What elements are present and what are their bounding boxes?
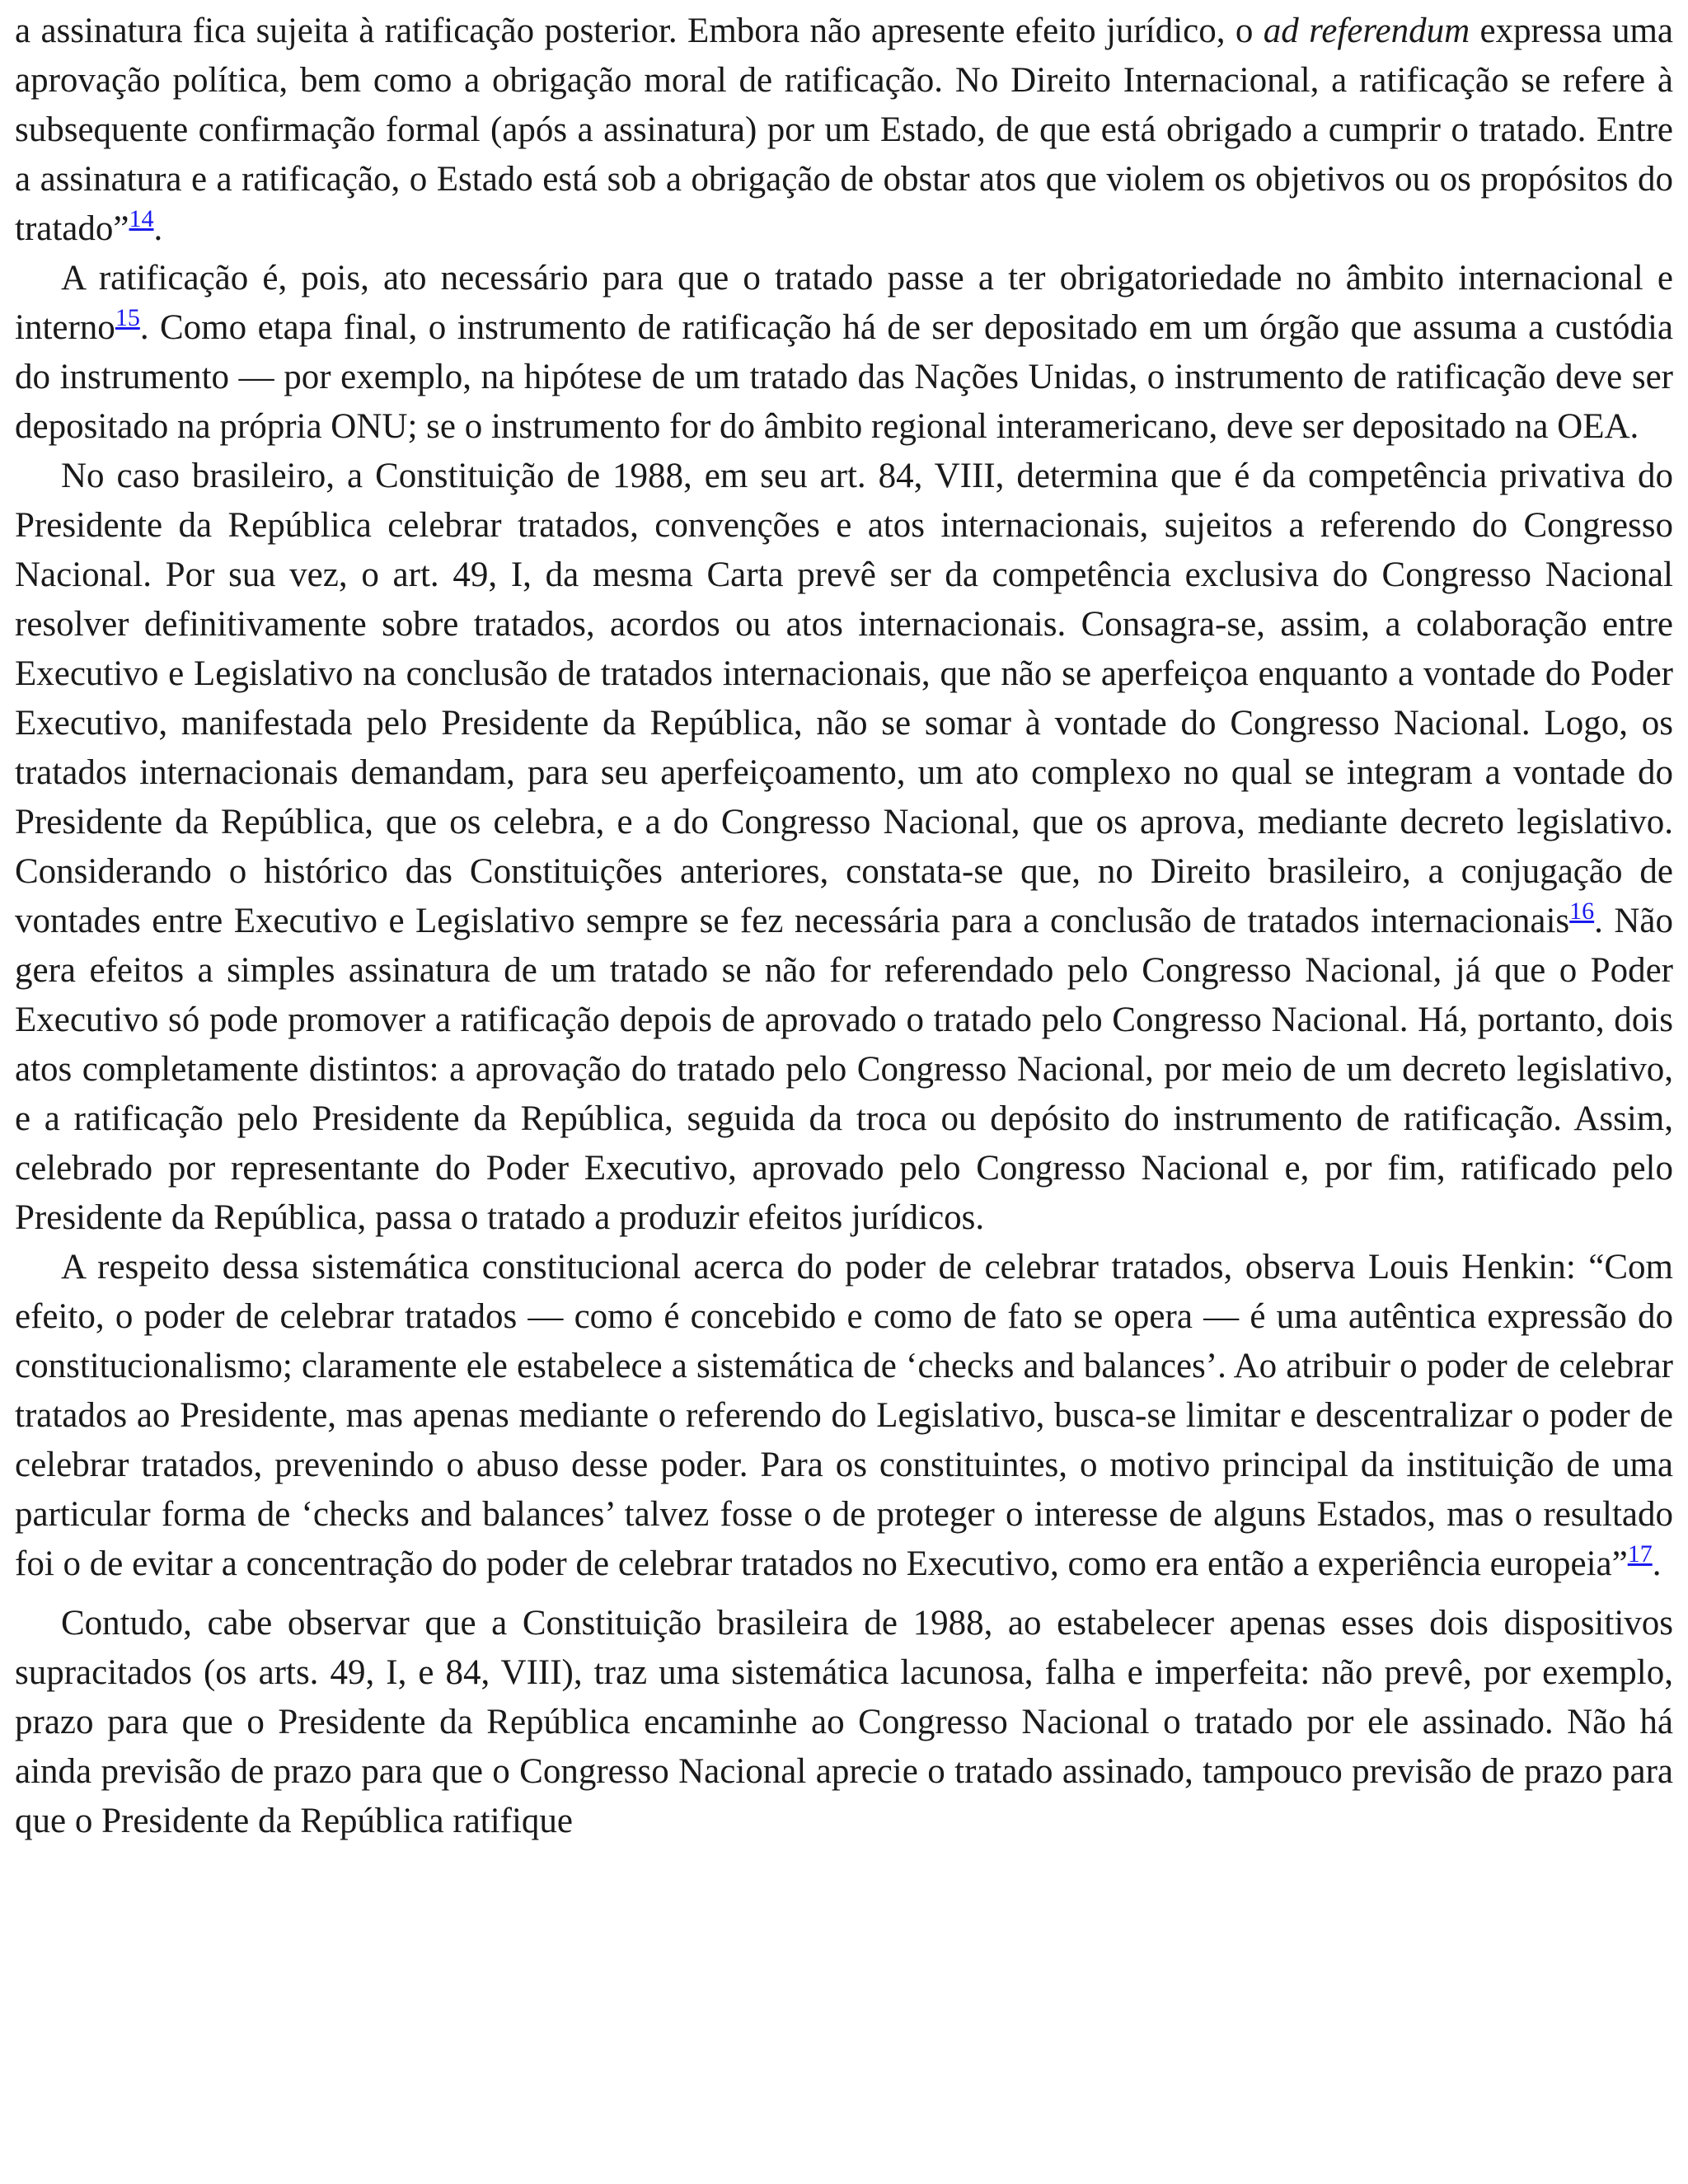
footnote-link-15[interactable]: 15 bbox=[115, 304, 140, 331]
text-segment: Contudo, cabe observar que a Constituição brasileira de 1988, ao estabelecer apenas esses dois dispositivos supracitados (os arts. 49, I, e 84, VIII), traz uma sistemática lacunosa, falha e imperfeita: não prevê, por exemplo, prazo para que o Presidente da República encaminhe ao Congresso Nacional o tratado por ele assinado. Não há ainda previsão de prazo para que o Congresso Nacional aprecie o tratado assinado, tampouco previsão de prazo para que o Presidente da República ratifique bbox=[15, 1604, 1673, 1840]
paragraph-4 bbox=[15, 1243, 1673, 1589]
footnote-link-14[interactable]: 14 bbox=[129, 205, 154, 232]
text-segment: . bbox=[1652, 1544, 1662, 1583]
text-segment: No caso brasileiro, a Constituição de 1988, em seu art. 84, VIII, determina que é da competência privativa do Presidente da República celebrar tratados, convenções e atos internacionais, sujeitos a referendo do Congresso Nacional. Por sua vez, o art. 49, I, da mesma Carta prevê ser da competência exclusiva do Congresso Nacional resolver definitivamente sobre tratados, acordos ou atos internacionais. Consagra-se, assim, a colaboração entre Executivo e Legislativo na conclusão de tratados internacionais, que não se aperfeiçoa enquanto a vontade do Poder Executivo, manifestada pelo Presidente da República, não se somar à vontade do Congresso Nacional. Logo, os tratados internacionais demandam, para seu aperfeiçoamento, um ato complexo no qual se integram a vontade do Presidente da República, que os celebra, e a do Congresso Nacional, que os aprova, mediante decreto legislativo. Considerando o histórico das Constituições anteriores, constata-se que, no Direito brasileiro, a conjugação de vontades entre Executivo e Legislativo sempre se fez necessária para a conclusão de tratados internacionais bbox=[15, 457, 1673, 940]
footnote-link-16[interactable]: 16 bbox=[1569, 898, 1595, 925]
text-segment: a assinatura fica sujeita à ratificação posterior. Embora não apresente efeito jurídico, o bbox=[15, 12, 1264, 50]
paragraph-1 bbox=[15, 7, 1673, 254]
italic-term: ad referendum bbox=[1263, 12, 1470, 50]
paragraph-3 bbox=[15, 452, 1673, 1243]
document-page bbox=[15, 7, 1673, 1846]
paragraph-5 bbox=[15, 1599, 1673, 1846]
text-segment: . Não gera efeitos a simples assinatura de um tratado se não for referendado pelo Congresso Nacional, já que o Poder Executivo só pode promover a ratificação depois de aprovado o tratado pelo Congresso Nacional. Há, portanto, dois atos completamente distintos: a aprovação do tratado pelo Congresso Nacional, por meio de um decreto legislativo, e a ratificação pelo Presidente da República, seguida da troca ou depósito do instrumento de ratificação. Assim, celebrado por representante do Poder Executivo, aprovado pelo Congresso Nacional e, por fim, ratificado pelo Presidente da República, passa o tratado a produzir efeitos jurídicos. bbox=[15, 902, 1674, 1237]
text-segment: . Como etapa final, o instrumento de ratificação há de ser depositado em um órgão que assuma a custódia do instrumento — por exemplo, na hipótese de um tratado das Nações Unidas, o instrumento de ratificação deve ser depositado na própria ONU; se o instrumento for do âmbito regional interamericano, deve ser depositado na OEA. bbox=[15, 308, 1673, 446]
text-segment: A ratificação é, pois, ato necessário para que o tratado passe a ter obrigatoriedade no âmbito internacional e interno bbox=[15, 259, 1673, 347]
text-segment: A respeito dessa sistemática constitucional acerca do poder de celebrar tratados, observa Louis Henkin: “Com efeito, o poder de celebrar tratados — como é concebido e como de fato se opera — é uma autêntica expressão do constitucionalismo; claramente ele estabelece a sistemática de ‘checks and balances’. Ao atribuir o poder de celebrar tratados ao Presidente, mas apenas mediante o referendo do Legislativo, busca-se limitar e descentralizar o poder de celebrar tratados, prevenindo o abuso desse poder. Para os constituintes, o motivo principal da instituição de uma particular forma de ‘checks and balances’ talvez fosse o de proteger o interesse de alguns Estados, mas o resultado foi o de evitar a concentração do poder de celebrar tratados no Executivo, como era então a experiência europeia” bbox=[15, 1248, 1673, 1583]
text-segment: expressa uma aprovação política, bem como a obrigação moral de ratificação. No Direito Internacional, a ratificação se refere à subsequente confirmação formal (após a assinatura) por um Estado, de que está obrigado a cumprir o tratado. Entre a assinatura e a ratificação, o Estado está sob a obrigação de obstar atos que violem os objetivos ou os propósitos do tratado” bbox=[15, 12, 1673, 248]
paragraph-2 bbox=[15, 254, 1673, 452]
text-segment: . bbox=[153, 209, 163, 248]
footnote-link-17[interactable]: 17 bbox=[1627, 1540, 1653, 1568]
